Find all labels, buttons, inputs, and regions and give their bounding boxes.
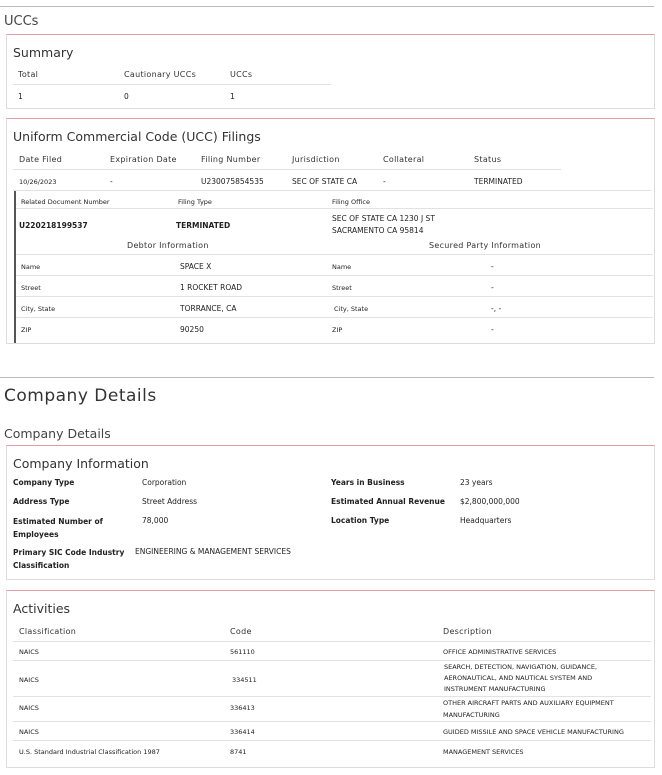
years-label: Years in Business [331, 478, 405, 487]
summary-header-total: Total [18, 70, 39, 79]
company-type-label: Company Type [13, 478, 75, 487]
debtor-label-name: Name [21, 263, 41, 271]
filings-header-collateral: Collateral [383, 155, 425, 164]
sic-label: Primary SIC Code Industry Classification [13, 548, 125, 570]
activities-divider [13, 641, 651, 642]
activity-code: 561110 [230, 648, 255, 656]
activity-classification: U.S. Standard Industrial Classification 1987 [19, 748, 160, 756]
activity-row-divider [13, 660, 651, 661]
activity-description: MANAGEMENT SERVICES [443, 748, 524, 756]
activity-description: SEARCH, DETECTION, NAVIGATION, GUIDANCE, AERONAUTICAL, AND NAUTICAL SYSTEM AND INSTRUMENT MANUFACTURING [444, 663, 598, 693]
activity-code: 8741 [230, 748, 247, 756]
activities-header-classification: Classification [19, 627, 77, 636]
debtor-label-city: City, State [21, 305, 56, 313]
activity-row-divider [13, 721, 651, 722]
activities-header-description: Description [443, 627, 492, 636]
ucc-section-title: UCCs [4, 14, 39, 29]
secured-zip: - [491, 325, 494, 334]
activity-classification: NAICS [19, 676, 39, 684]
employees-label: Estimated Number of Employees [13, 517, 103, 539]
filings-card [6, 118, 655, 344]
detail-row-divider [16, 317, 653, 318]
secured-label-street: Street [332, 284, 352, 292]
activities-title: Activities [13, 601, 71, 616]
activity-code: 336413 [230, 704, 255, 712]
sic-value: ENGINEERING & MANAGEMENT SERVICES [135, 547, 291, 556]
summary-card [6, 34, 655, 109]
secured-street: - [491, 283, 494, 292]
secured-city: -, - [491, 304, 502, 313]
filings-header-status: Status [474, 155, 502, 164]
employees-value: 78,000 [142, 516, 169, 525]
activity-code: 336414 [230, 728, 255, 736]
company-sub-title: Company Details [4, 426, 111, 441]
secured-label-name: Name [332, 263, 352, 271]
debtor-street: 1 ROCKET ROAD [180, 283, 243, 292]
detail-related-number: U220218199537 [19, 221, 88, 230]
activity-description: GUIDED MISSILE AND SPACE VEHICLE MANUFACTURING [443, 728, 624, 736]
filings-title: Uniform Commercial Code (UCC) Filings [13, 129, 261, 144]
secured-label-city: City, State [334, 305, 369, 313]
location-type-label: Location Type [331, 516, 390, 525]
summary-value-cautionary: 0 [124, 92, 129, 101]
activity-description: OFFICE ADMINISTRATIVE SERVICES [443, 648, 557, 656]
detail-row-divider [16, 296, 653, 297]
activity-classification: NAICS [19, 648, 39, 656]
address-type-value: Street Address [142, 497, 198, 506]
filings-divider [13, 169, 561, 170]
detail-row-divider [16, 275, 653, 276]
debtor-label-street: Street [21, 284, 41, 292]
activity-classification: NAICS [19, 704, 39, 712]
debtor-name: SPACE X [180, 262, 212, 271]
summary-value-uccs: 1 [230, 92, 235, 101]
summary-title: Summary [13, 45, 74, 60]
detail-divider [16, 208, 653, 209]
detail-header-type: Filing Type [178, 198, 212, 206]
revenue-value: $2,800,000,000 [460, 497, 520, 506]
company-info-title: Company Information [13, 456, 149, 471]
activity-code: 334511 [232, 676, 257, 684]
top-divider [0, 6, 654, 7]
detail-header-office: Filing Office [332, 198, 370, 206]
filing-number: U230075854535 [201, 177, 264, 186]
years-value: 23 years [460, 478, 493, 487]
activities-card [6, 590, 655, 768]
detail-header-related: Related Document Number [21, 198, 110, 206]
debtor-city: TORRANCE, CA [180, 304, 237, 313]
debtor-label-zip: ZIP [21, 326, 32, 334]
filings-header-expiration: Expiration Date [110, 155, 177, 164]
company-divider [0, 377, 654, 378]
filing-date: 10/26/2023 [19, 178, 57, 186]
summary-header-cautionary: Cautionary UCCs [124, 70, 197, 79]
detail-filing-type: TERMINATED [176, 221, 231, 230]
summary-divider [13, 84, 331, 85]
activity-row-divider [13, 740, 651, 741]
filing-jurisdiction: SEC OF STATE CA [292, 177, 358, 186]
detail-row-divider [16, 254, 653, 255]
filings-header-number: Filing Number [201, 155, 261, 164]
company-info-card [6, 445, 655, 580]
filings-header-date: Date Filed [19, 155, 63, 164]
detail-filing-office: SEC OF STATE CA 1230 J ST SACRAMENTO CA 95814 [332, 214, 435, 235]
address-type-label: Address Type [13, 497, 70, 506]
activities-header-code: Code [230, 627, 252, 636]
filing-detail [14, 191, 653, 343]
filing-collateral: - [383, 177, 386, 186]
activity-classification: NAICS [19, 728, 39, 736]
filing-status: TERMINATED [474, 177, 523, 186]
summary-header-uccs: UCCs [230, 70, 253, 79]
company-type-value: Corporation [142, 478, 187, 487]
secured-name: - [491, 262, 494, 271]
revenue-label: Estimated Annual Revenue [331, 497, 445, 506]
secured-party-title: Secured Party Information [429, 241, 542, 250]
filing-expiration: - [110, 177, 113, 186]
secured-label-zip: ZIP [332, 326, 343, 334]
debtor-zip: 90250 [180, 325, 204, 334]
location-type-value: Headquarters [460, 516, 512, 525]
filings-header-jurisdiction: Jurisdiction [292, 155, 340, 164]
summary-value-total: 1 [18, 92, 23, 101]
debtor-info-title: Debtor Information [127, 241, 209, 250]
activity-description: OTHER AIRCRAFT PARTS AND AUXILIARY EQUIPMENT MANUFACTURING [443, 699, 614, 719]
company-page-title: Company Details [4, 386, 157, 406]
